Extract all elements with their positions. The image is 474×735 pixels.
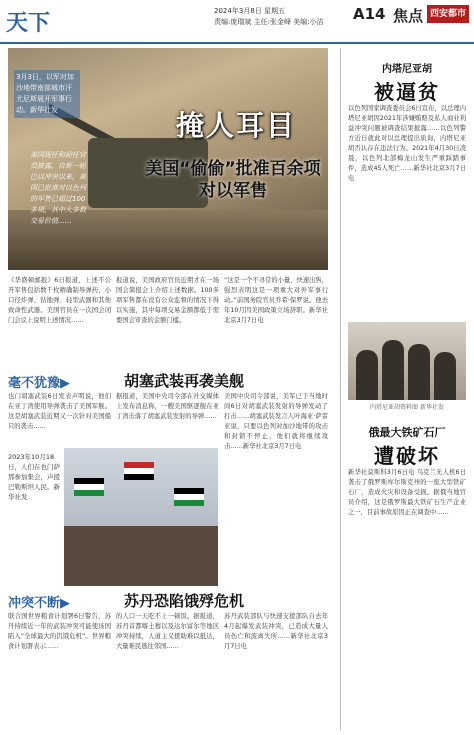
story3-headline: 苏丹恐陷饿殍危机 — [124, 592, 245, 610]
column-divider — [340, 48, 341, 730]
side2-title: 遭破坏 — [374, 444, 440, 468]
side1-body: 以色列国家调查委员会6日宣布，以总理内塔尼亚胡因2021年涉嫌贿赂及私人商业利益冲突问题被调查结果披露……以色列警方近日就此对以总理提出质询，内塔尼亚胡否认存在违法行为。2021年4月30日凌晨，以色列北部梅龙山发生严重踩踏事件，造成45人死亡……新华社北京3月7日电 — [348, 105, 466, 182]
flag-shape — [74, 478, 104, 496]
lead-headline: 美国“偷偷”批准百余项对以军售 — [145, 159, 321, 201]
story2-headline: 胡塞武装再袭美舰 — [124, 372, 245, 390]
side2-kicker: 俄最大铁矿石厂 — [368, 426, 446, 439]
editor-line: 责编:庞瑞斌 主任:张金峰 美编:小洁 — [214, 18, 324, 26]
story2-column-c: 美国中央司令部说，美军已于当地时间6日对胡塞武装发射的导弹发动了打击……胡塞武装发言人叶海亚·萨雷亚说，只要以色列对加沙地带的攻击和封锁不停止，他们就将继续攻击……新华社北京3月7日电 — [224, 393, 328, 450]
story2-photo — [64, 448, 218, 586]
page-name: 焦点 — [393, 7, 424, 25]
story3-kicker: 冲突不断▶ — [8, 596, 70, 611]
story2-column-b: 据报道，美国中央司令部在社交媒体上发布消息称，一艘美国驱逐舰在亚丁湾击落了胡塞武装发射的导弹…… — [116, 393, 219, 420]
side1-title: 被逼贫 — [374, 80, 440, 104]
lead-column-c: “这是一个不寻常的小量、快速出售，强烈表明这是一项重大对外军事行动。”前国务院官员乔希·保罗说。他去年10月因美国政策立场辞职。新华社北京3月7日电 — [224, 277, 328, 324]
newspaper-logo: 西安都市报 — [427, 5, 469, 23]
date-line: 2024年3月8日 星期五 — [214, 7, 285, 15]
side1-kicker: 内塔尼亚胡 — [382, 64, 432, 75]
lead-summary: 美国现任和前任官员披露，自新一轮巴以冲突以来，美国已批准对以色列的军售已超过100多项，其中大多数交易价值…… — [30, 151, 86, 225]
story2-photo-caption: 2023年10月18日，人们在也门萨那参加集会，声援巴勒斯坦人民。新华社发 — [8, 453, 60, 501]
side2-body: 新华社莫斯科3月6日电 乌克兰无人机6日袭击了俄罗斯库尔斯克州的一座大型铁矿石厂，造成火灾和设备受损。据俄当地官员介绍，这是俄罗斯最大铁矿石生产企业之一，目前事故原因正在调查中…… — [348, 469, 466, 516]
story2-kicker: 毫不犹豫▶ — [8, 376, 70, 391]
person-silhouette — [356, 350, 378, 400]
person-silhouette — [434, 352, 456, 400]
side1-photo — [348, 322, 466, 400]
story3-column-a: 联合国世界粮食计划署6日警告，苏丹持续近一年的武装冲突可能使该国陷入“全球最大的饥饿危机”。世界粮食计划署表示…… — [8, 613, 111, 650]
page-number: A14 — [353, 5, 386, 23]
page-header — [0, 0, 474, 44]
crowd-shape — [64, 526, 218, 586]
story3-column-c: 苏丹武装部队与快速支援部队自去年4月起爆发武装冲突，已造成大量人员伤亡和流离失所……新华社北京3月7日电 — [224, 613, 328, 650]
person-silhouette — [382, 340, 404, 400]
flag-shape — [174, 488, 204, 506]
side1-photo-caption: 内塔尼亚胡资料图 新华社发 — [370, 404, 444, 411]
lead-stamp-word: 掩人耳目 — [176, 109, 297, 142]
person-silhouette — [408, 344, 430, 400]
section-title: 天下 — [6, 11, 51, 36]
story3-column-b: 的人口一天吃不上一顿饭。据报道，苏丹首都喀土穆以及达尔富尔等地区冲突持续，人道主义援助难以抵达，大量难民逃往邻国…… — [116, 613, 219, 650]
lead-photo-caption: 3月3日，以军对加沙地带南部城市汗尤尼斯展开军事行动。新华社发 — [14, 70, 80, 118]
flag-shape — [124, 462, 154, 480]
story2-column-a: 也门胡塞武装6日发表声明说，他们在亚丁湾使用导弹袭击了美国军舰。这是胡塞武装近期又一次针对美国船只的袭击…… — [8, 393, 111, 430]
lead-column-b: 报道说，美国政府官员近期才在一场国会简报会上介绍上述数据。100多项军售都在没有公众监督的情况下得以实施，其中每项交易金额都低于需要国会审查的金额门槛。 — [116, 277, 219, 324]
lead-column-a: 《华盛顿邮报》6日报道，上述不公开军售包括数千枚精确制导弹药、小口径炸弹、钻地弹、轻型武器和其他致命性武器。美国官员在一次国会闭门会议上说明上述情况…… — [8, 277, 111, 324]
